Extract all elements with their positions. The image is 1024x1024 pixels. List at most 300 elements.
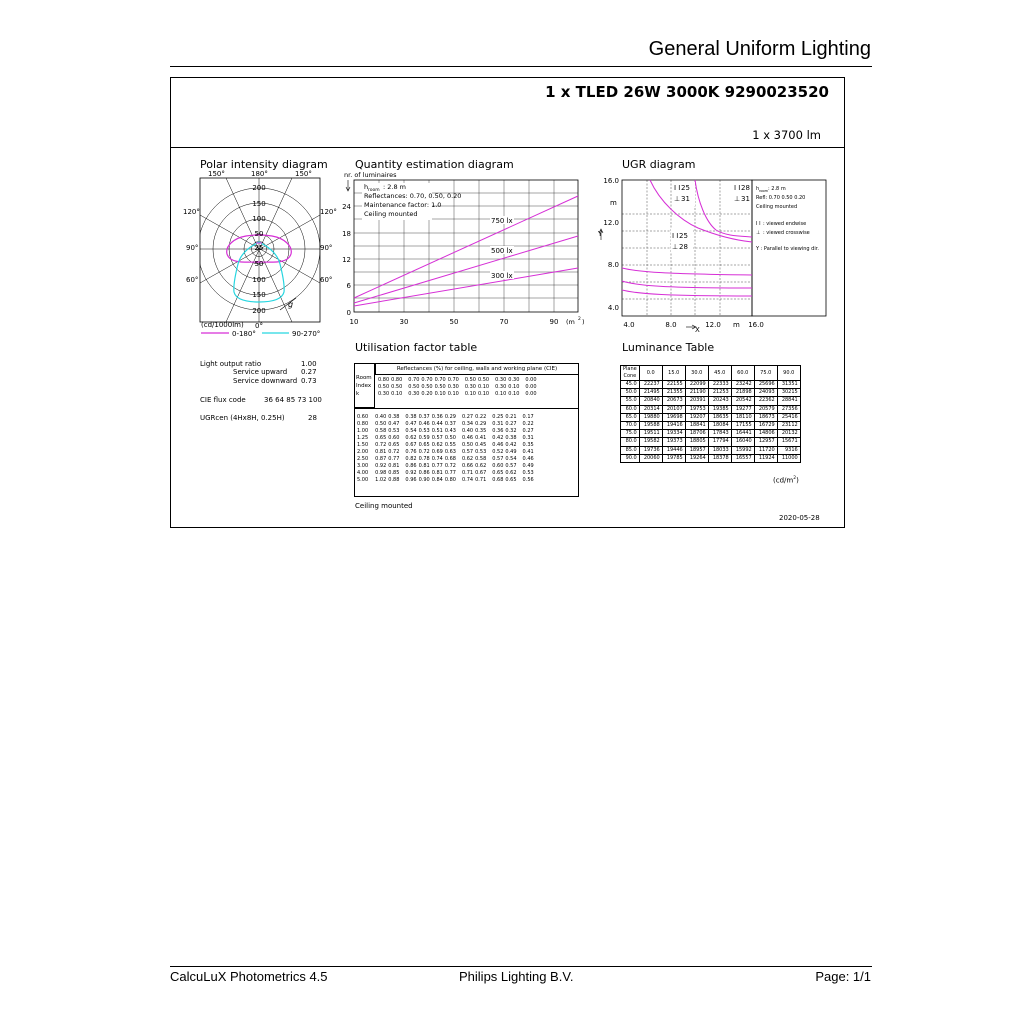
- luminance-cone-cell: 45.0: [621, 381, 640, 389]
- luminance-cell: 22237: [639, 381, 662, 389]
- reflectance-cell: 0.20: [421, 391, 433, 397]
- reflectance-cell: 0.80: [391, 377, 403, 383]
- utilisation-cell: 0.38: [505, 435, 517, 441]
- utilisation-cell: 0.38: [405, 414, 417, 420]
- luminance-cell: 19385: [708, 405, 731, 413]
- ugr-value-c1: 25: [679, 232, 688, 240]
- reflectance-cell: 0.30: [378, 391, 390, 397]
- ugr-x-tick: 12.0: [705, 321, 721, 329]
- luminance-cell: 21898: [731, 389, 754, 397]
- luminance-table: [620, 365, 801, 463]
- quantity-y-label: nr. of luminaires: [344, 171, 397, 179]
- luminance-cell: 19416: [662, 421, 685, 429]
- utilisation-cell: 0.77: [444, 470, 456, 476]
- utilisation-cell: 0.27: [505, 421, 517, 427]
- service-upward-label: Service upward: [233, 368, 288, 376]
- luminance-plane-header: 90.0: [777, 366, 800, 381]
- page-title: General Uniform Lighting: [648, 38, 871, 60]
- ugr-y-tick: 12.0: [603, 219, 619, 227]
- reflectance-cell: 0.80: [378, 377, 390, 383]
- utilisation-cell: 0.77: [431, 463, 443, 469]
- utilisation-cell: 0.45: [475, 442, 487, 448]
- luminous-flux: 1 x 3700 lm: [752, 128, 821, 142]
- utilisation-cell: 0.78: [418, 456, 430, 462]
- reflectance-cell: 0.10: [477, 391, 490, 397]
- footer-company: Philips Lighting B.V.: [459, 969, 574, 984]
- utilisation-cell: 0.46: [461, 435, 474, 441]
- ugr-value-b2: 31: [741, 195, 750, 203]
- luminance-cell: 18378: [708, 454, 731, 462]
- luminance-cell: 20107: [662, 405, 685, 413]
- luminance-plane-header: 45.0: [708, 366, 731, 381]
- luminance-cell: 19446: [662, 446, 685, 454]
- utilisation-cell: 0.81: [418, 463, 430, 469]
- utilisation-cell: 0.52: [492, 449, 504, 455]
- luminance-cone-cell: 65.0: [621, 413, 640, 421]
- utilisation-cell: 0.76: [405, 449, 417, 455]
- sheet-divider: [170, 147, 845, 148]
- reflectance-cell: 0.70: [421, 377, 433, 383]
- service-upward-value: 0.27: [301, 368, 317, 376]
- room-index-cell: 0.80: [357, 421, 369, 427]
- utilisation-cell: 0.72: [375, 442, 387, 448]
- utilisation-cell: 0.46: [492, 442, 504, 448]
- utilisation-cell: 0.81: [388, 463, 400, 469]
- utilisation-table-frame: [354, 363, 579, 497]
- room-index-cell: 2.50: [357, 456, 369, 462]
- luminance-cone-cell: 55.0: [621, 397, 640, 405]
- reflectance-cell: 0.30: [495, 384, 507, 390]
- utilisation-cell: 0.71: [475, 477, 487, 483]
- utilisation-cell: 0.67: [475, 470, 487, 476]
- polar-radial-label: 100: [252, 215, 266, 223]
- ugr-y-tick: 4.0: [607, 304, 619, 312]
- ugr-legend-crosswise-symbol: ⊥: [756, 230, 761, 236]
- luminance-cell: 16557: [731, 454, 754, 462]
- luminance-cell: 21190: [685, 389, 708, 397]
- ugr-x-tick: 4.0: [623, 321, 635, 329]
- utilisation-cell: 0.92: [405, 470, 417, 476]
- utilisation-cell: 0.53: [475, 449, 487, 455]
- quantity-x-tick: 50: [449, 318, 459, 326]
- utilisation-cell: 0.36: [431, 414, 443, 420]
- ugr-legend-endwise-symbol: I I: [756, 221, 761, 227]
- luminance-cell: 25696: [754, 381, 777, 389]
- utilisation-cell: 0.84: [431, 477, 443, 483]
- utilisation-cell: 0.74: [461, 477, 474, 483]
- luminance-cell: 15992: [731, 446, 754, 454]
- luminance-cell: 18957: [685, 446, 708, 454]
- lor-value: 1.00: [301, 360, 317, 368]
- utilisation-cell: 0.54: [505, 456, 517, 462]
- luminance-cell: 18805: [685, 438, 708, 446]
- utilisation-cell: 0.81: [375, 449, 387, 455]
- polar-angle-150-left: 150°: [208, 170, 225, 178]
- utilisation-cell: 0.54: [405, 428, 417, 434]
- luminance-cell: 22155: [662, 381, 685, 389]
- quantity-x-tick: 30: [399, 318, 409, 326]
- utilisation-values: [356, 414, 535, 484]
- lor-label: Light output ratio: [200, 360, 262, 368]
- reflectance-cell: 0.10: [508, 391, 520, 397]
- luminance-plane-header: 60.0: [731, 366, 754, 381]
- reflectance-cell: 0.00: [525, 377, 537, 383]
- utilisation-cell: 0.32: [505, 428, 517, 434]
- polar-angle-60-left: 60°: [186, 276, 199, 284]
- luminance-cell: 18110: [731, 413, 754, 421]
- ugr-curve-crosswise-3: [622, 290, 752, 296]
- utilisation-cell: 0.34: [461, 421, 474, 427]
- reflectance-cell: 0.10: [464, 391, 476, 397]
- utilisation-cell: 0.92: [375, 463, 387, 469]
- luminance-cone-cell: 80.0: [621, 438, 640, 446]
- luminance-cell: 22362: [754, 397, 777, 405]
- reflectance-cell: 0.50: [464, 377, 476, 383]
- room-index-cell: 2.00: [357, 449, 369, 455]
- luminance-cell: 16729: [754, 421, 777, 429]
- utilisation-cell: 0.17: [522, 414, 534, 420]
- ugr-value-c2: 28: [679, 243, 688, 251]
- polar-radial-label: 150: [252, 200, 266, 208]
- utilisation-cell: 0.82: [405, 456, 417, 462]
- quantity-x-unit-sup: 2: [578, 317, 581, 322]
- polar-angle-0: 0°: [255, 322, 263, 330]
- luminance-cell: 11720: [754, 446, 777, 454]
- utilisation-cell: 0.62: [475, 463, 487, 469]
- ugr-x-axis-label: X: [695, 326, 700, 334]
- luminance-cell: 20840: [639, 397, 662, 405]
- quantity-y-tick: 0: [346, 309, 351, 317]
- polar-angle-180: 180°: [251, 170, 268, 178]
- luminance-cone-cell: 75.0: [621, 430, 640, 438]
- utilisation-table-title: Utilisation factor table: [355, 341, 478, 354]
- utilisation-cell: 0.58: [375, 428, 387, 434]
- ugr-diagram-title: UGR diagram: [622, 158, 696, 171]
- luminance-cell: 17843: [708, 430, 731, 438]
- utilisation-cell: 0.90: [418, 477, 430, 483]
- luminance-cell: 20060: [639, 454, 662, 462]
- polar-gamma-symbol: g: [288, 300, 294, 309]
- luminance-cell: 23112: [777, 421, 800, 429]
- polar-legend: [199, 328, 339, 340]
- luminance-cell: 12957: [754, 438, 777, 446]
- quantity-x-tick: 10: [349, 318, 359, 326]
- reflectance-cell: 0.70: [434, 377, 446, 383]
- luminance-corner: Plane Cone: [621, 366, 640, 381]
- room-index-header: Room Index k: [355, 364, 375, 408]
- luminance-cell: 20132: [777, 430, 800, 438]
- utilisation-cell: 0.77: [388, 456, 400, 462]
- luminance-cell: 24093: [754, 389, 777, 397]
- polar-angle-90-left: 90°: [186, 244, 199, 252]
- ugr-x-tick: 8.0: [665, 321, 677, 329]
- luminance-cell: 23242: [731, 381, 754, 389]
- legend-label-c0-180: 0-180°: [232, 330, 256, 338]
- utilisation-cell: 0.40: [375, 414, 387, 420]
- reflectance-cell: 0.50: [378, 384, 390, 390]
- polar-radial-label: 150: [252, 291, 266, 299]
- utilisation-cell: 0.31: [492, 421, 504, 427]
- utilisation-cell: 0.72: [418, 449, 430, 455]
- utilisation-cell: 0.41: [475, 435, 487, 441]
- cie-flux-code-value: 36 64 85 73 100: [264, 396, 322, 404]
- luminance-cell: 18033: [708, 446, 731, 454]
- luminance-cell: 20579: [754, 405, 777, 413]
- reflectance-cell: 0.10: [495, 391, 507, 397]
- utilisation-cell: 0.40: [461, 428, 474, 434]
- polar-angle-60-right: 60°: [320, 276, 333, 284]
- reflectance-cell: 0.10: [434, 391, 446, 397]
- ugr-y-axis-label: Y: [598, 230, 603, 238]
- polar-diagram-title: Polar intensity diagram: [200, 158, 328, 171]
- room-index-cell: 3.00: [357, 463, 369, 469]
- luminance-cone-cell: 70.0: [621, 421, 640, 429]
- utilisation-cell: 0.53: [418, 428, 430, 434]
- utilisation-cell: 0.47: [405, 421, 417, 427]
- service-downward-label: Service downward: [233, 377, 298, 385]
- quantity-note-h: h: [364, 183, 369, 191]
- utilisation-cell: 0.74: [431, 456, 443, 462]
- luminance-cell: 18084: [708, 421, 731, 429]
- utilisation-cell: 0.43: [444, 428, 456, 434]
- luminance-cone-cell: 85.0: [621, 446, 640, 454]
- luminance-cell: 18706: [685, 430, 708, 438]
- room-index-cell: 5.00: [357, 477, 369, 483]
- quantity-note-reflectances: Reflectances: 0.70, 0.50, 0.20: [364, 192, 462, 200]
- utilisation-cell: 0.62: [431, 442, 443, 448]
- reflectance-rows: [377, 377, 538, 398]
- utilisation-cell: 0.37: [418, 414, 430, 420]
- room-index-cell: 1.50: [357, 442, 369, 448]
- polar-radial-label: 200: [252, 184, 266, 192]
- polar-radial-label: 50: [254, 260, 264, 268]
- reflectance-cell: 0.00: [525, 391, 537, 397]
- ugr-value-b1: 28: [741, 184, 750, 192]
- utilisation-cell: 0.57: [505, 463, 517, 469]
- issue-date: 2020-05-28: [779, 514, 820, 522]
- utilisation-cell: 0.53: [388, 428, 400, 434]
- utilisation-cell: 0.36: [492, 428, 504, 434]
- utilisation-cell: 0.65: [375, 435, 387, 441]
- luminance-cell: 21495: [639, 389, 662, 397]
- utilisation-footnote: Ceiling mounted: [355, 502, 413, 510]
- reflectance-cell: 0.30: [447, 384, 459, 390]
- ugr-diagram: [598, 172, 830, 337]
- utilisation-cell: 0.22: [522, 421, 534, 427]
- utilisation-cell: 0.46: [418, 421, 430, 427]
- utilisation-cell: 0.68: [444, 456, 456, 462]
- header-divider: [170, 66, 872, 67]
- utilisation-cell: 0.59: [418, 435, 430, 441]
- utilisation-cell: 0.87: [375, 456, 387, 462]
- polar-angle-120-right: 120°: [320, 208, 337, 216]
- polar-radial-label: 25: [254, 244, 264, 252]
- quantity-diagram: [340, 170, 590, 335]
- luminance-cell: 20243: [708, 397, 731, 405]
- reflectance-cell: 0.50: [434, 384, 446, 390]
- reflectance-cell: 0.10: [477, 384, 490, 390]
- luminance-cell: 18635: [708, 413, 731, 421]
- luminance-cell: 27356: [777, 405, 800, 413]
- utilisation-cell: 0.25: [492, 414, 504, 420]
- luminance-plane-header: 0.0: [639, 366, 662, 381]
- quantity-note-hroom: room: [368, 188, 380, 193]
- reflectance-cell: 0.30: [508, 377, 520, 383]
- polar-angle-150-right: 150°: [295, 170, 312, 178]
- utilisation-cell: 0.60: [492, 463, 504, 469]
- utilisation-cell: 0.50: [461, 442, 474, 448]
- luminance-cell: 19511: [639, 430, 662, 438]
- quantity-x-tick: 90: [549, 318, 559, 326]
- ugr-symbol-endwise: I I: [674, 184, 681, 192]
- ugr-symbol-crosswise: ⊥: [734, 195, 741, 203]
- ugr-symbol-endwise: I I: [672, 232, 679, 240]
- quantity-y-tick: 12: [342, 256, 351, 264]
- utilisation-cell: 0.47: [388, 421, 400, 427]
- service-downward-value: 0.73: [301, 377, 317, 385]
- quantity-label-300: 300 lx: [491, 272, 513, 280]
- luminance-cell: 20673: [662, 397, 685, 405]
- luminance-cell: 14806: [754, 430, 777, 438]
- luminance-cell: 17794: [708, 438, 731, 446]
- utilisation-caption: Reflectances (%) for ceiling, walls and working plane (CIE): [375, 364, 578, 375]
- utilisation-cell: 0.22: [475, 414, 487, 420]
- ugr-legend-parallel: Y : Parallel to viewing dir.: [756, 246, 819, 252]
- ugr-symbol-crosswise: ⊥: [674, 195, 681, 203]
- reflectance-cell: 0.50: [408, 384, 420, 390]
- utilisation-cell: 0.85: [388, 470, 400, 476]
- luminance-cell: 21355: [662, 389, 685, 397]
- luminance-cell: 31351: [777, 381, 800, 389]
- utilisation-cell: 0.71: [461, 470, 474, 476]
- quantity-label-500: 500 lx: [491, 247, 513, 255]
- polar-diagram: [183, 168, 337, 343]
- utilisation-cell: 0.42: [505, 442, 517, 448]
- utilisation-cell: 1.02: [375, 477, 387, 483]
- room-index-cell: 4.00: [357, 470, 369, 476]
- utilisation-cell: 0.81: [431, 470, 443, 476]
- utilisation-cell: 0.65: [505, 477, 517, 483]
- utilisation-cell: 0.72: [388, 449, 400, 455]
- luminance-cell: 20542: [731, 397, 754, 405]
- luminance-cell: 19880: [639, 413, 662, 421]
- reflectance-cell: 0.50: [421, 384, 433, 390]
- ugr-cen-label: UGRcen (4Hx8H, 0.25H): [200, 414, 285, 422]
- utilisation-cell: 0.38: [388, 414, 400, 420]
- luminance-cell: 19373: [662, 438, 685, 446]
- luminance-cell: 11924: [754, 454, 777, 462]
- quantity-line-300: [354, 268, 578, 306]
- luminance-cell: 18673: [754, 413, 777, 421]
- luminance-cell: 19334: [662, 430, 685, 438]
- utilisation-cell: 0.27: [522, 428, 534, 434]
- reflectance-cell: 0.70: [408, 377, 420, 383]
- utilisation-cell: 0.46: [522, 456, 534, 462]
- quantity-y-tick: 18: [342, 230, 351, 238]
- cie-flux-code-label: CIE flux code: [200, 396, 246, 404]
- reflectance-cell: 0.50: [477, 377, 490, 383]
- luminance-cell: 21253: [708, 389, 731, 397]
- quantity-note-mounting: Ceiling mounted: [364, 210, 418, 218]
- quantity-label-750: 750 lx: [491, 217, 513, 225]
- luminance-plane-header: 75.0: [754, 366, 777, 381]
- utilisation-cell: 0.86: [405, 463, 417, 469]
- quantity-x-unit: (m: [566, 318, 575, 326]
- utilisation-cell: 0.80: [444, 477, 456, 483]
- utilisation-cell: 0.68: [492, 477, 504, 483]
- ugr-x-tick: 16.0: [748, 321, 764, 329]
- ugr-curve-crosswise-1: [622, 268, 752, 275]
- footer-divider: [170, 966, 872, 967]
- utilisation-cell: 0.58: [475, 456, 487, 462]
- utilisation-cell: 0.55: [444, 442, 456, 448]
- room-index-cell: 1.25: [357, 435, 369, 441]
- reflectance-cell: 0.50: [391, 384, 403, 390]
- utilisation-cell: 0.67: [405, 442, 417, 448]
- utilisation-cell: 0.29: [444, 414, 456, 420]
- luminance-cell: 19207: [685, 413, 708, 421]
- luminance-cell: 30215: [777, 389, 800, 397]
- utilisation-cell: 0.65: [492, 470, 504, 476]
- reflectance-cell: 0.30: [464, 384, 476, 390]
- utilisation-cell: 0.62: [505, 470, 517, 476]
- luminance-cell: 19785: [662, 454, 685, 462]
- utilisation-cell: 0.65: [388, 442, 400, 448]
- ugr-legend-hval: : 2.8 m: [768, 186, 786, 192]
- utilisation-cell: 0.65: [418, 442, 430, 448]
- ugr-symbol-crosswise: ⊥: [672, 243, 679, 251]
- utilisation-cell: 0.44: [431, 421, 443, 427]
- luminance-cell: 11000: [777, 454, 800, 462]
- utilisation-cell: 0.29: [475, 421, 487, 427]
- luminance-cone-cell: 60.0: [621, 405, 640, 413]
- reflectance-cell: 0.30: [408, 391, 420, 397]
- luminance-cell: 19582: [639, 438, 662, 446]
- luminance-cell: 19753: [685, 405, 708, 413]
- ugr-value-a2: 31: [681, 195, 690, 203]
- utilisation-cell: 0.62: [405, 435, 417, 441]
- ugr-legend-crosswise: : viewed crosswise: [763, 230, 810, 236]
- luminance-plane-header: 30.0: [685, 366, 708, 381]
- luminance-cell: 19588: [639, 421, 662, 429]
- ugr-cen-value: 28: [308, 414, 317, 422]
- utilisation-cell: 0.35: [475, 428, 487, 434]
- ugr-y-tick: 16.0: [603, 177, 619, 185]
- utilisation-cell: 0.57: [461, 449, 474, 455]
- luminance-cone-cell: 90.0: [621, 454, 640, 462]
- luminance-cell: 16040: [731, 438, 754, 446]
- quantity-diagram-title: Quantity estimation diagram: [355, 158, 514, 171]
- utilisation-cell: 0.63: [444, 449, 456, 455]
- utilisation-cell: 0.96: [405, 477, 417, 483]
- quantity-x-unit-close: ): [582, 318, 585, 326]
- luminance-plane-header: 15.0: [662, 366, 685, 381]
- utilisation-cell: 0.50: [444, 435, 456, 441]
- utilisation-cell: 0.60: [388, 435, 400, 441]
- utilisation-cell: 0.88: [388, 477, 400, 483]
- room-index-cell: 0.60: [357, 414, 369, 420]
- polar-radial-label: 200: [252, 307, 266, 315]
- utilisation-cell: 0.72: [444, 463, 456, 469]
- utilisation-cell: 0.86: [418, 470, 430, 476]
- ugr-legend-endwise: : viewed endwise: [763, 221, 807, 227]
- polar-angle-90-right: 90°: [320, 244, 333, 252]
- utilisation-cell: 0.21: [505, 414, 517, 420]
- luminance-cone-cell: 50.0: [621, 389, 640, 397]
- utilisation-cell: 0.69: [431, 449, 443, 455]
- footer-page-number: Page: 1/1: [815, 969, 871, 984]
- quantity-y-tick: 24: [342, 203, 351, 211]
